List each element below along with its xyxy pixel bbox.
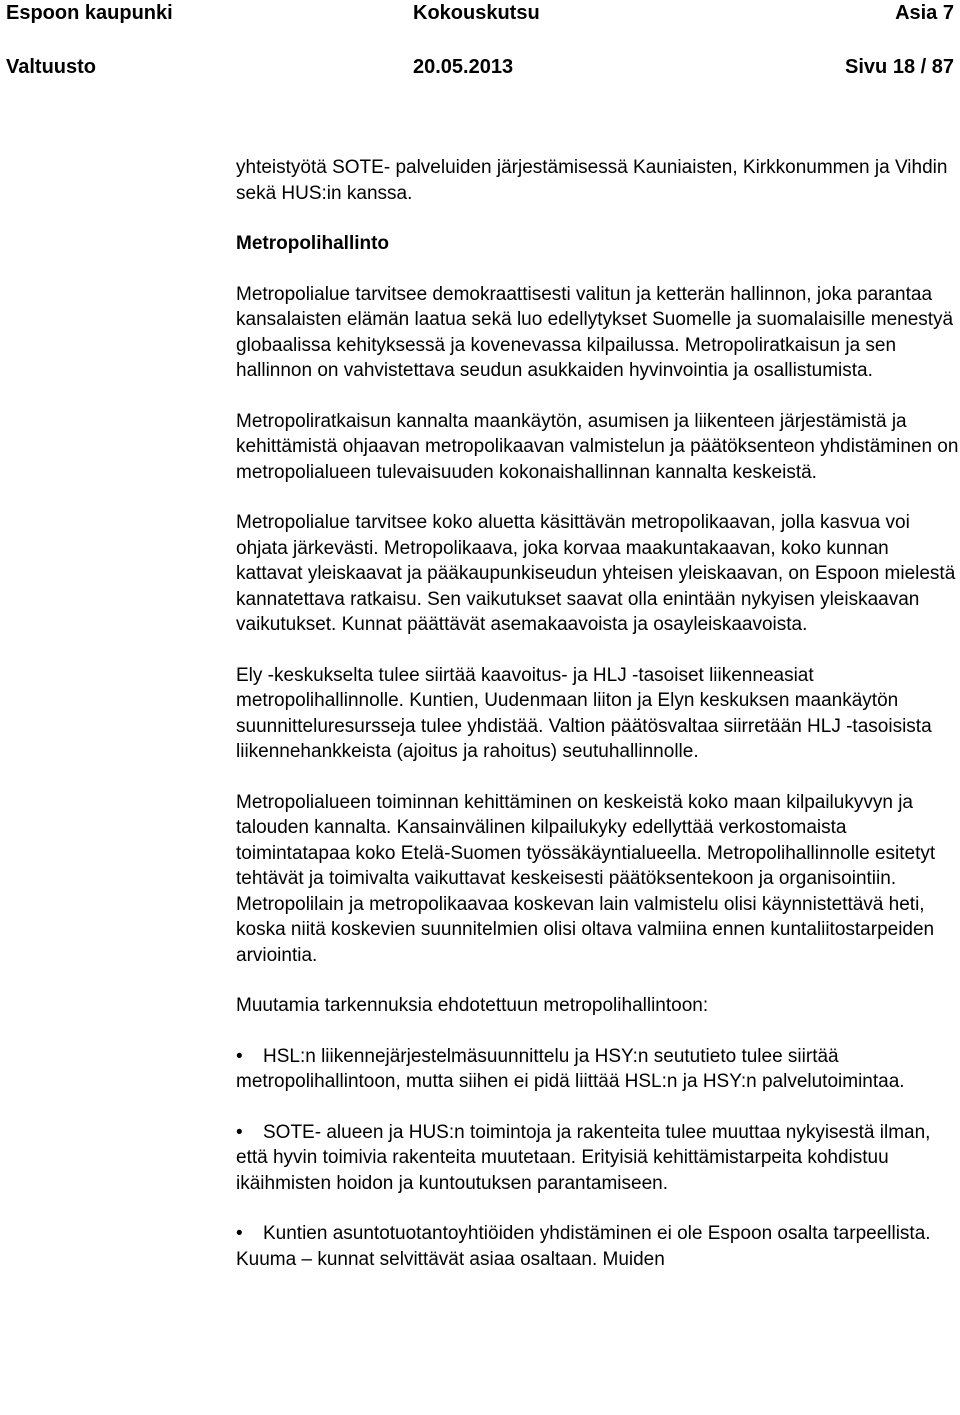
bullet-list	[236, 1044, 960, 1273]
list-intro: Muutamia tarkennuksia ehdotettuun metropolihallintoon:	[236, 995, 709, 1016]
bullet-icon: •	[236, 1223, 243, 1244]
list-item	[236, 1044, 960, 1095]
paragraph: Metropolialue tarvitsee koko aluetta käsittävän metropolikaavan, jolla kasvua voi ohjata järkevästi. Metropolikaava, joka korvaa maakuntakaavan, koko kunnan kattavat yleiskaavat ja pääkaupunkiseudun yhteisen yleiskaavan, on Espoon mielestä kannatettava ratkaisu. Sen vaikutukset saavat olla enintään nykyisen yleiskaavan vaikutukset. Kunnat päättävät asemakaavoista ja osayleiskaavoista.	[236, 512, 956, 635]
bullet-icon: •	[236, 1045, 243, 1067]
list-item-text: Kuntien asuntotuotantoyhtiöiden yhdistäminen ei ole Espoon osalta tarpeellista. Kuuma – kunnat selvittävät asiaa osaltaan. Muiden	[236, 1223, 931, 1270]
paragraph: Metropolialueen toiminnan kehittäminen on keskeistä koko maan kilpailukyvyn ja talouden kannalta. Kansainvälinen kilpailukyky edellyttää verkostomaista toimintatapaa koko Etelä-Suomen työssäkäyntialueella. Metropolihallinnolle esitetyt tehtävät ja toimivalta vaikuttavat keskeisesti päätöksentekoon ja organisointiin. Metropolilain ja metropolikaavaa koskevan lain valmistelu olisi käynnistettävä heti, koska niitä koskevien suunnitelmien olisi oltava valmiina ennen kuntaliitostarpeiden arviointia.	[236, 791, 936, 966]
section-heading: Metropolihallinto	[236, 233, 390, 254]
meeting-date: 20.05.2013	[413, 56, 514, 78]
paragraph: Metropolialue tarvitsee demokraattisesti valitun ja ketterän hallinnon, joka parantaa kansalaisten elämän laatua sekä luo edellytykset Suomelle ja suomalaisille menestyä globaalissa kehityksessä ja kovenevassa kilpailussa. Metropoliratkaisun ja sen hallinnon on vahvistettava seudun asukkaiden hyvinvointia ja osallistumista.	[236, 283, 954, 381]
paragraph: Ely -keskukselta tulee siirtää kaavoitus- ja HLJ -tasoiset liikenneasiat metropolihallinnolle. Kuntien, Uudenmaan liiton ja Elyn keskuksen maankäytön suunnitteluresursseja tulee yhdistää. Valtion päätösvaltaa siirretään HLJ -tasoisista liikennehankkeista (ajoitus ja rahoitus) seutuhallinnolle.	[236, 664, 932, 762]
intro-paragraph: yhteistyötä SOTE- palveluiden järjestämisessä Kauniaisten, Kirkkonummen ja Vihdin sekä HUS:in kanssa.	[236, 157, 948, 204]
list-item	[236, 1221, 960, 1272]
page-number: Sivu 18 / 87	[845, 56, 954, 78]
document-type: Kokouskutsu	[413, 2, 540, 24]
agenda-item: Asia 7	[895, 2, 954, 24]
bullet-icon: •	[236, 1121, 243, 1143]
list-item	[236, 1120, 960, 1197]
paragraph: Metropoliratkaisun kannalta maankäytön, asumisen ja liikenteen järjestämistä ja kehittämistä ohjaavan metropolikaavan valmistelun ja päätöksenteon yhdistäminen on metropolialueen tulevaisuuden kokonaishallinnan kannalta keskeistä.	[236, 410, 959, 483]
list-item-text: HSL:n liikennejärjestelmäsuunnittelu ja HSY:n seututieto tulee siirtää metropolihallintoon, mutta siihen ei pidä liittää HSL:n ja HSY:n palvelutoimintaa.	[236, 1045, 905, 1092]
city-name: Espoon kaupunki	[6, 2, 173, 24]
document-body	[236, 155, 960, 1297]
council-name: Valtuusto	[6, 56, 97, 78]
list-item-text: SOTE- alueen ja HUS:n toimintoja ja rakenteita tulee muuttaa nykyisestä ilman, että hyvin toimivia rakenteita muutetaan. Erityisiä kehittämistarpeita kohdistuu ikäihmisten hoidon ja kuntoutuksen parantamiseen.	[236, 1121, 931, 1194]
